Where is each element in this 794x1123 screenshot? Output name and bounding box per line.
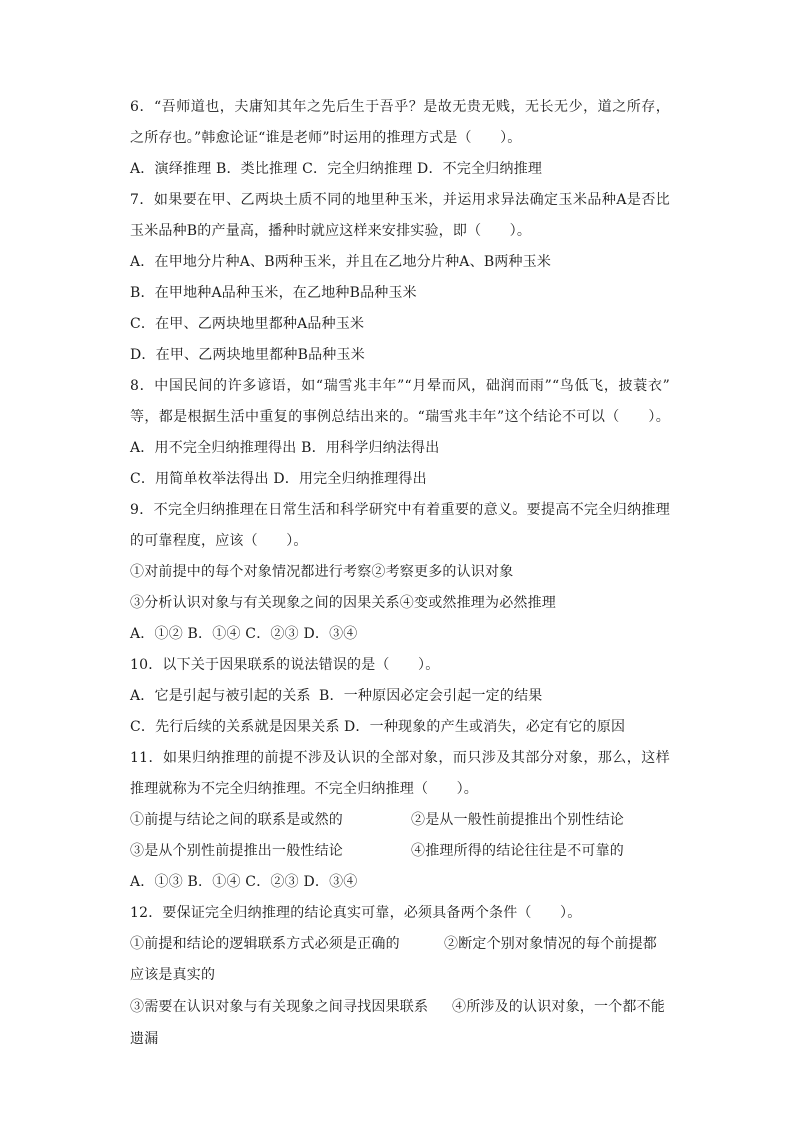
question-11-statements-3-4 <box>130 836 670 867</box>
question-12-stem: 12．要保证完全归纳推理的结论真实可靠，必须具备两个条件（ ）。 <box>130 905 582 921</box>
question-8-stem-line-2: 等，都是根据生活中重复的事例总结出来的。“瑞雪兆丰年”这个结论不可以（ ）。 <box>130 409 670 425</box>
question-8-options-cd: C．用简单枚举法得出 D．用完全归纳推理得出 <box>130 471 427 487</box>
question-10-option-c: C．先行后续的关系就是因果关系 <box>130 719 340 735</box>
question-8-options-ab: A．用不完全归纳推理得出 B．用科学归纳法得出 <box>130 440 440 456</box>
question-8-stem-line-1: 8．中国民间的许多谚语，如“瑞雪兆丰年”“月晕而风，础润而雨”“鸟低飞，披蓑衣” <box>130 378 670 394</box>
question-10-options-ab <box>130 681 670 712</box>
question-6-stem-line-1: 6．“吾师道也，夫庸知其年之先后生于吾乎？是故无贵无贱，无长无少，道之所存， <box>130 99 670 115</box>
question-12-statement-3: ③需要在认识对象与有关现象之间寻找因果联系 <box>130 999 429 1015</box>
question-7-option-d: D．在甲、乙两块地里都种B品种玉米 <box>130 347 365 363</box>
question-6-stem-line-2: 之所存也。”韩愈论证“谁是老师”时运用的推理方式是（ ）。 <box>130 130 522 146</box>
question-9-options: A．①② B．①④ C．②③ D．③④ <box>130 626 358 642</box>
question-11-stem-line-2: 推理就称为不完全归纳推理。不完全归纳推理（ ）。 <box>130 781 478 797</box>
question-10-options-cd <box>130 712 670 743</box>
question-12-statement-1: ①前提和结论的逻辑联系方式必须是正确的 <box>130 936 400 952</box>
question-7-option-b: B．在甲地种A品种玉米，在乙地种B品种玉米 <box>130 285 417 301</box>
question-7-stem-line-1: 7．如果要在甲、乙两块土质不同的地里种玉米，并运用求异法确定玉米品种A是否比 <box>130 192 670 208</box>
question-12-statements-3-4 <box>130 991 670 1024</box>
question-10-option-b: B．一种原因必定会引起一定的结果 <box>319 688 543 704</box>
question-9-statements-3-4: ③分析认识对象与有关现象之间的因果关系④变或然推理为必然推理 <box>130 595 556 611</box>
question-12-statement-4: ④所涉及的认识对象，一个都不能 <box>452 999 665 1015</box>
question-7-stem-line-2: 玉米品种B的产量高，播种时就应这样来安排实验，即（ ）。 <box>130 223 532 239</box>
question-11-stem-line-1: 11．如果归纳推理的前提不涉及认识的全部对象，而只涉及其部分对象，那么，这样 <box>130 750 670 766</box>
question-12-statement-2-continued: 应该是真实的 <box>130 967 216 983</box>
question-10-stem: 10．以下关于因果联系的说法错误的是（ ）。 <box>130 657 440 673</box>
question-7-option-c: C．在甲、乙两块地里都种A品种玉米 <box>130 316 365 332</box>
question-9-statements-1-2: ①对前提中的每个对象情况都进行考察②考察更多的认识对象 <box>130 564 514 580</box>
question-list <box>130 92 670 1055</box>
question-7-option-a: A．在甲地分片种A、B两种玉米，并且在乙地分片种A、B两种玉米 <box>130 254 552 270</box>
question-11-statement-4: ④推理所得的结论往往是不可靠的 <box>411 843 624 859</box>
question-12-statements-1-2 <box>130 929 670 960</box>
question-11-statement-2: ②是从一般性前提推出个别性结论 <box>411 812 624 828</box>
question-9-stem-line-1: 9．不完全归纳推理在日常生活和科学研究中有着重要的意义。要提高不完全归纳推理 <box>130 502 670 518</box>
question-6-options: A．演绎推理 B．类比推理 C．完全归纳推理 D．不完全归纳推理 <box>130 161 543 177</box>
question-11-statement-3: ③是从个别性前提推出一般性结论 <box>130 843 343 859</box>
question-12-statement-2: ②断定个别对象情况的每个前提都 <box>444 936 657 952</box>
question-11-options: A．①③ B．①④ C．②③ D．③④ <box>130 874 358 890</box>
question-10-option-d: D．一种现象的产生或消失，必定有它的原因 <box>344 719 626 735</box>
question-9-stem-line-2: 的可靠程度，应该（ ）。 <box>130 533 308 549</box>
question-12-statement-4-continued: 遗漏 <box>130 1031 159 1047</box>
question-11-statements-1-2 <box>130 805 670 836</box>
question-11-statement-1: ①前提与结论之间的联系是或然的 <box>130 812 343 828</box>
question-10-option-a: A．它是引起与被引起的关系 <box>130 688 311 704</box>
